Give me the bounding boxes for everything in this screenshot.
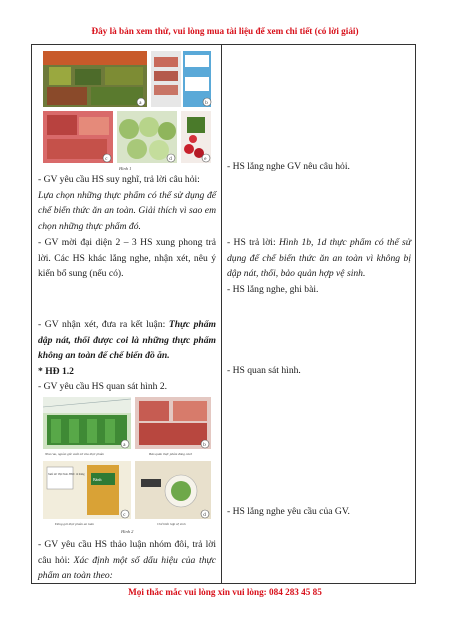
- figure-2-label-a: a: [123, 443, 126, 448]
- figure-2-photo-meat-display: [135, 397, 211, 456]
- student-response-5: - HS lắng nghe yêu cầu của GV.: [227, 506, 350, 517]
- teacher-question-block: [38, 172, 216, 234]
- teacher-conclusion-prefix: - GV nhận xét, đưa ra kết luận:: [38, 319, 169, 330]
- teacher-invite-block: [38, 235, 216, 282]
- figure-1-label-a: a: [139, 101, 142, 106]
- figure-2-caption-d: Chế biến hợp vệ sinh: [157, 522, 186, 526]
- figure-2-photo-package: [43, 461, 131, 526]
- figure-2-caption-b: Bảo quản thực phẩm đúng cách: [149, 452, 193, 456]
- figure-2-label-b: b: [203, 443, 206, 448]
- teacher-conclusion-text: Thực phẩm dập nát, thối được coi là những thực phẩm không an toàn để chế biến đồ ăn.: [38, 319, 216, 362]
- figure-1-photo-radish: [181, 111, 211, 163]
- student-response-4: - HS quan sát hình.: [227, 365, 301, 376]
- figure-2: [41, 395, 213, 535]
- teacher-discussion-question: Xác định một số dấu hiệu của thực phẩm an toàn theo:: [38, 554, 216, 582]
- column-divider: [221, 45, 222, 583]
- figure-2-label-c: c: [123, 513, 126, 518]
- teacher-question-intro: - GV yêu cầu HS suy nghĩ, trả lời câu hỏi:: [38, 174, 200, 185]
- figure-1-caption: Hình 1: [119, 166, 132, 171]
- figure-1-label-c: c: [105, 157, 108, 162]
- figure-2-photo-cooking: [135, 461, 211, 526]
- figure-2-caption: Hình 2: [121, 529, 134, 534]
- student-response-3: - HS lắng nghe, ghi bài.: [227, 283, 319, 295]
- figure-1-label-b: b: [205, 101, 208, 106]
- header-banner: Đây là bản xem thử, vui lòng mua tài liệu để xem chi tiết (có lời giải): [91, 26, 359, 36]
- figure-1-label-d: d: [169, 157, 172, 162]
- figure-1: [41, 49, 213, 173]
- figure-1-photo-frozen: [151, 51, 211, 107]
- teacher-column: [38, 45, 216, 583]
- activity-heading: * HĐ 1.2: [38, 365, 74, 377]
- figure-1-photo-cabbage: [117, 111, 177, 163]
- figure-2-package-text: Bánh: [93, 477, 102, 482]
- figure-2-caption-a: Nhà rau, nguồn gốc xuất xứ của thực phẩm: [45, 452, 104, 456]
- teacher-question-text: Lựa chọn những thực phẩm có thể sử dụng để chế biến thức ăn an toàn. Giải thích vì sao em chọn những thực phẩm đó.: [38, 189, 216, 232]
- figure-2-photo-greenhouse: [43, 397, 131, 457]
- figure-2-caption-c: Đóng gói thực phẩm an toàn: [55, 522, 95, 526]
- student-response-2: [227, 235, 411, 297]
- teacher-discussion-prefix: - GV yêu cầu HS thảo luận nhóm đôi, trả lời câu hỏi:: [38, 539, 216, 566]
- figure-1-label-e: e: [204, 157, 207, 162]
- student-response-2-answer: Hình 1b, 1d thực phẩm có thể sử dụng để chế biến thức ăn an toàn vì không bị dập nát, thối, bảo quản hợp vệ sinh.: [227, 237, 412, 280]
- student-column: [227, 45, 411, 583]
- lesson-table: [31, 44, 416, 584]
- figure-2-panel-c-text: Xuất xứ: Việt Nam. HSD: 12 tháng: [48, 473, 85, 476]
- teacher-observe-text: - GV yêu cầu HS quan sát hình 2.: [38, 381, 168, 393]
- footer-banner: Mọi thắc mắc vui lòng xin vui lòng: 084 283 45 85: [128, 587, 322, 597]
- figure-1-photo-meat: [43, 111, 113, 163]
- teacher-invite-text: - GV mời đại diện 2 – 3 HS xung phong trả lời. Các HS khác lắng nghe, nhận xét, nêu ý kiến bổ sung (nếu có).: [38, 237, 216, 280]
- teacher-discussion-block: [38, 537, 216, 584]
- figure-1-photo-vegetables: [43, 51, 147, 107]
- student-response-1: - HS lắng nghe GV nêu câu hỏi.: [227, 161, 350, 172]
- teacher-conclusion-block: [38, 317, 216, 395]
- student-response-2-prefix: - HS trả lời:: [227, 237, 279, 248]
- figure-2-label-d: d: [203, 513, 206, 518]
